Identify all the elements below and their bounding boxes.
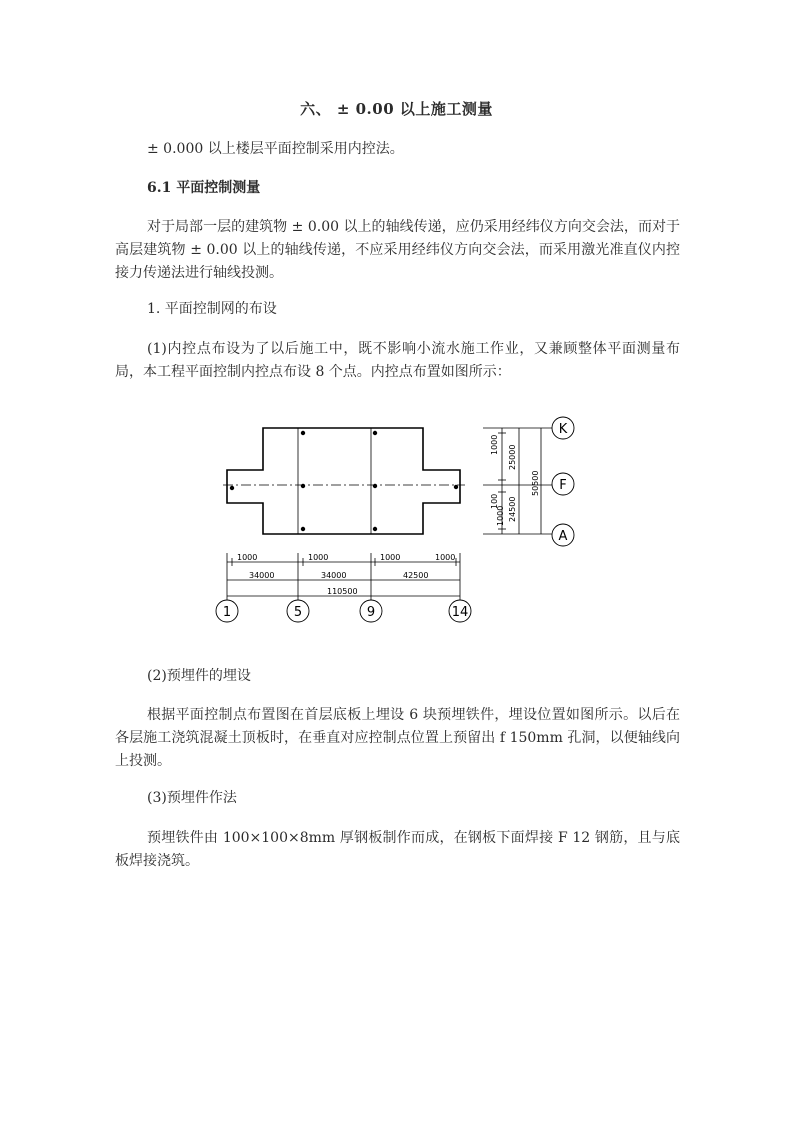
dim-offset-x: 1000: [308, 553, 329, 562]
control-point: [373, 527, 377, 531]
dim-span-x: 42500: [403, 571, 429, 580]
control-point: [301, 527, 305, 531]
item2-heading: (2)预埋件的埋设: [147, 668, 251, 684]
control-point: [230, 486, 234, 490]
dim-offset-x: 1000: [435, 553, 456, 562]
dim-offset-y: 1000: [496, 505, 505, 526]
item1-heading: 1. 平面控制网的布设: [147, 301, 277, 317]
control-point: [373, 431, 377, 435]
control-point-diagram: [215, 408, 585, 628]
control-point: [301, 431, 305, 435]
dim-span-y: 25000: [508, 444, 517, 470]
control-point-layout-figure: [215, 408, 585, 628]
axis-label-x: 5: [293, 605, 303, 620]
item1-paragraph: (1)内控点布设为了以后施工中，既不影响小流水施工作业，又兼顾整体平面测量布局，本工程平面控制内控点布设 8 个点。内控点布置如图所示：: [115, 341, 680, 380]
dim-offset-x: 1000: [380, 553, 401, 562]
axis-transfer-paragraph: 对于局部一层的建筑物 ± 0.00 以上的轴线传递，应仍采用经纬仪方向交会法，而对于高层建筑物 ± 0.00 以上的轴线传递，不应采用经纬仪方向交会法，而采用激光准直仪内控接力传递法进行轴线投测。: [115, 219, 680, 281]
control-point: [373, 484, 377, 488]
dim-span-y: 24500: [508, 496, 517, 522]
item2-paragraph: 根据平面控制点布置图在首层底板上埋设 6 块预埋铁件，埋设位置如图所示。以后在各层施工浇筑混凝土顶板时，在垂直对应控制点位置上预留出 f 150mm 孔洞，以便轴线向上投测。: [115, 707, 680, 769]
dim-span-x: 34000: [321, 571, 347, 580]
axis-label-y: K: [558, 422, 568, 437]
intro-paragraph: ± 0.000 以上楼层平面控制采用内控法。: [147, 141, 404, 157]
axis-label-x: 9: [366, 605, 376, 620]
axis-label-x: 14: [451, 605, 469, 620]
dim-offset-y: 1000: [490, 434, 499, 455]
axis-label-y: F: [559, 478, 567, 493]
building-outline: [227, 428, 460, 534]
dim-offset-x: 1000: [237, 553, 258, 562]
section-heading: 6.1 平面控制测量: [147, 180, 261, 196]
item3-heading: (3)预埋件作法: [147, 790, 237, 806]
axis-label-x: 1: [222, 605, 232, 620]
axis-label-y: A: [558, 529, 568, 544]
dim-total-x: 110500: [327, 587, 358, 596]
control-point: [301, 484, 305, 488]
dim-total-y: 50500: [531, 470, 540, 496]
item3-paragraph: 预埋铁件由 100×100×8mm 厚钢板制作而成，在钢板下面焊接 F 12 钢筋，且与底板焊接浇筑。: [115, 830, 680, 869]
dim-span-x: 34000: [249, 571, 275, 580]
dim-offset-y: 100: [490, 493, 499, 509]
page-title: 六、 ± 0.00 以上施工测量: [300, 100, 493, 118]
control-point: [454, 485, 458, 489]
